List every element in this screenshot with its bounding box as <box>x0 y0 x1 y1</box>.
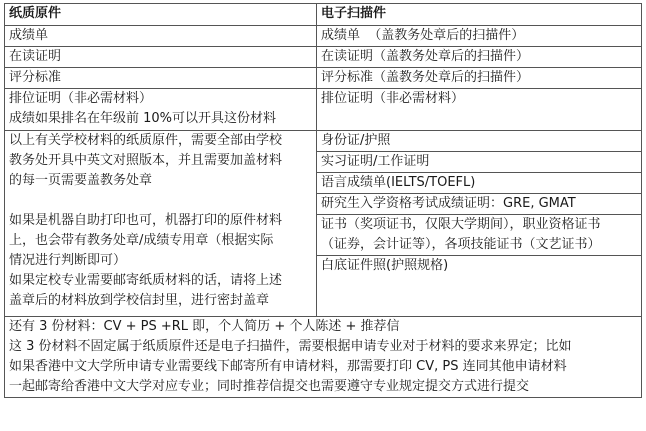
cell-enrollment-proof: 在读证明 <box>5 47 317 68</box>
cell-paper-instructions <box>5 131 317 317</box>
instruction-line: 如果定校专业需要邮寄纸质材料的话，请将上述 <box>9 273 283 288</box>
ranking-line: 排位证明（非必需材料） <box>9 91 153 106</box>
table-row <box>5 131 642 317</box>
materials-table <box>4 3 642 398</box>
instruction-line: 上，也会带有教务处章/成绩专用章（根据实际 <box>9 233 274 248</box>
spacer <box>9 191 312 211</box>
cell-transcript-scan: 成绩单 （盖教务处章后的扫描件） <box>317 26 642 47</box>
scan-items-list <box>317 131 641 316</box>
table-row <box>5 47 642 68</box>
cell-ranking-proof <box>5 89 317 131</box>
note-line: 如果香港中文大学所申请专业需要线下邮寄所有申请材料，那需要打印 CV, PS 连同其他申请材料 <box>9 359 567 374</box>
header-paper-originals: 纸质原件 <box>5 4 317 26</box>
table-row <box>5 68 642 89</box>
certificates-line: （证券，会计证等），各项技能证书（文艺证书） <box>321 237 601 252</box>
note-line: 这 3 份材料不固定属于纸质原件还是电子扫描件，需要根据申请专业对于材料的要求来界定；比如 <box>9 339 572 354</box>
list-item: 语言成绩单(IELTS/TOEFL) <box>317 173 641 194</box>
list-item: 实习证明/工作证明 <box>317 152 641 173</box>
cell-grading-standard: 评分标准 <box>5 68 317 89</box>
cell-transcript: 成绩单 <box>5 26 317 47</box>
cell-ranking-proof-scan: 排位证明（非必需材料） <box>317 89 642 131</box>
table-row <box>5 89 642 131</box>
instruction-line: 的每一页需要盖教务处章 <box>9 173 153 188</box>
instruction-line: 情况进行判断即可） <box>9 253 127 268</box>
instruction-line: 教务处开具中英文对照版本，并且需要加盖材料 <box>9 153 283 168</box>
instruction-line: 盖章后的材料放到学校信封里，进行密封盖章 <box>9 293 270 308</box>
header-scanned-copies: 电子扫描件 <box>317 4 642 26</box>
list-item: 白底证件照(护照规格) <box>321 258 449 273</box>
header-row <box>5 4 642 26</box>
list-item <box>317 215 641 256</box>
cell-grading-standard-scan: 评分标准（盖教务处章后的扫描件） <box>317 68 642 89</box>
list-item: 身份证/护照 <box>317 131 641 152</box>
table-row <box>5 26 642 47</box>
instruction-line: 以上有关学校材料的纸质原件，需要全部由学校 <box>9 133 283 148</box>
instruction-line: 如果是机器自助打印也可，机器打印的原件材料 <box>9 213 283 228</box>
table-row <box>5 317 642 398</box>
cell-additional-materials <box>5 317 642 398</box>
list-item: 研究生入学资格考试成绩证明：GRE, GMAT <box>317 194 641 215</box>
note-line: 一起邮寄给香港中文大学对应专业；同时推荐信提交也需要遵守专业规定提交方式进行提交 <box>9 379 530 394</box>
ranking-line: 成绩如果排名在年级前 10%可以开具这份材料 <box>9 111 277 126</box>
cell-enrollment-proof-scan: 在读证明（盖教务处章后的扫描件） <box>317 47 642 68</box>
cell-scan-items <box>317 131 642 317</box>
certificates-line: 证书（奖项证书，仅限大学期间），职业资格证书 <box>321 217 601 232</box>
note-line: 还有 3 份材料：CV + PS +RL 即，个人简历 + 个人陈述 + 推荐信 <box>9 319 400 334</box>
